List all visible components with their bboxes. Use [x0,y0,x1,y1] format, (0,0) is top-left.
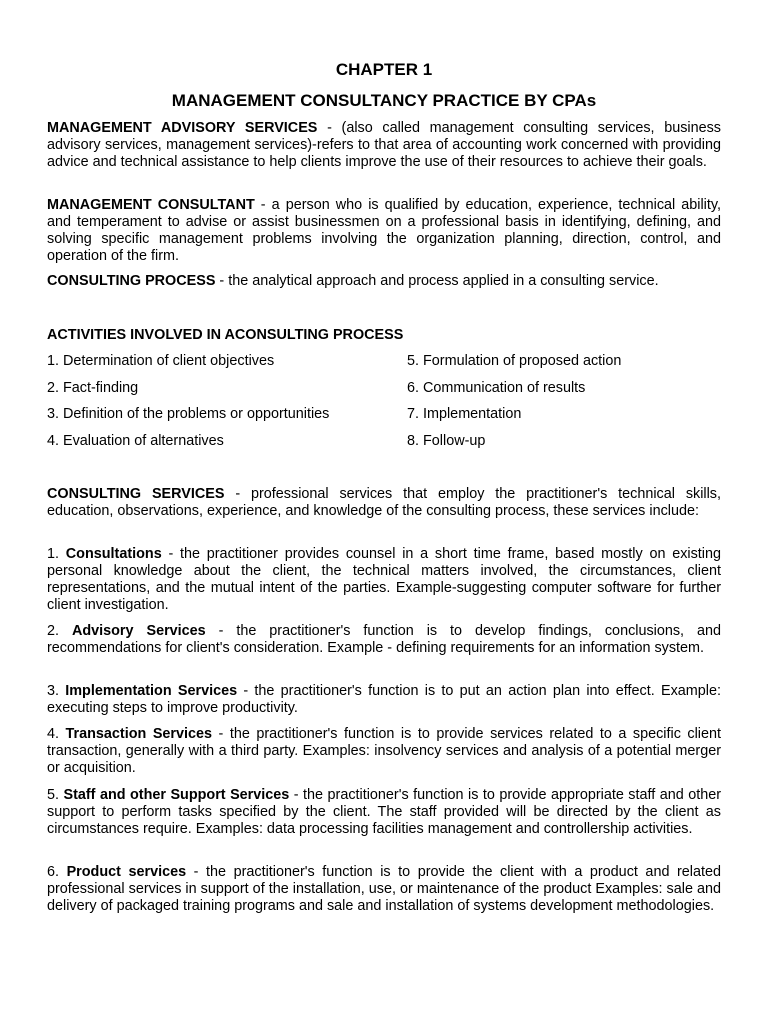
service-item-implementation [47,683,721,717]
list-item: 8. Follow-up [407,433,486,450]
definition-mas [47,120,721,171]
definition-term: MANAGEMENT CONSULTANT [47,197,255,213]
activities-heading: ACTIVITIES INVOLVED IN ACONSULTING PROCESS [47,327,404,343]
list-item: 1. Determination of client objectives [47,353,275,369]
service-item-consultations [47,546,721,614]
list-item-row [47,406,721,433]
item-number: 3. [47,683,66,699]
service-item-transaction [47,726,721,777]
definition-text: - a person who is qualified by education, experience, technical ability, and temperament to advise or assist businessmen on a professional basis in identifying, defining, and solving specific management problems involving the organization planning, direction, control, and operation of the firm. [47,197,721,264]
list-item: 5. Formulation of proposed action [407,353,622,369]
service-item-staff-support [47,787,721,838]
service-text: - the practitioner's function is to develop findings, conclusions, and recommendations for client's consideration. Example - defining requirements for an information system. [47,623,722,656]
service-text: - the practitioner's function is to put an action plan into effect. Example: executing steps to improve productivity. [47,683,721,716]
definition-term: CONSULTING PROCESS [47,273,216,289]
item-number: 1. [47,546,66,562]
chapter-heading: CHAPTER 1 [335,60,433,79]
item-number: 6. [47,864,67,880]
service-text: - the practitioner's function is to provide the client with a product and related professional services in support of the installation, use, or maintenance of the product Examples: sale and delivery of packaged training programs and sale and installation of systems development methodologies. [47,864,722,914]
definition-consulting-process [47,273,721,290]
service-term: Product services [66,864,187,880]
item-number: 4. [47,726,66,742]
service-text: - the practitioner's function is to provide appropriate staff and other support to perform tasks specified by the client. The staff provided will be directed by the client as circumstances require. Examples: data processing facilities management and controllership activities. [47,787,721,837]
service-item-product [47,864,721,915]
definition-text: - (also called management consulting services, business advisory services, management services)-refers to that area of accounting work concerned with providing advice and technical assistance to help clients improve the use of their resources to achieve their goals. [47,120,721,170]
item-number: 5. [47,787,64,803]
service-term: Implementation Services [65,683,238,699]
service-item-advisory [47,623,721,657]
definition-text: - the analytical approach and process applied in a consulting service. [215,273,659,289]
item-number: 2. [47,623,72,639]
list-item: 4. Evaluation of alternatives [47,433,224,450]
list-item: 3. Definition of the problems or opportunities [47,406,330,423]
service-term: Staff and other Support Services [63,787,290,803]
activities-list [47,353,721,460]
service-term: Advisory Services [71,623,206,639]
definition-consultant [47,197,721,265]
list-item-row [47,433,721,460]
definition-text: - professional services that employ the practitioner's technical skills, education, observations, experience, and knowledge of the consulting process, these services include: [47,486,721,519]
list-item-row [47,353,721,380]
service-term: Consultations [65,546,162,562]
list-item-row [47,380,721,407]
list-item: 6. Communication of results [407,379,586,396]
list-item: 2. Fact-finding [47,379,139,396]
definition-term: CONSULTING SERVICES [47,486,225,502]
service-term: Transaction Services [65,726,213,742]
definition-term: MANAGEMENT ADVISORY SERVICES [47,120,318,136]
page-title: MANAGEMENT CONSULTANCY PRACTICE BY CPAs [171,91,597,110]
service-text: - the practitioner provides counsel in a short time frame, based mostly on existing personal knowledge about the client, the technical matters involved, the circumstances, client representations, and the mutual intent of the parties. Example-suggesting computer software for further client investigation. [47,546,721,613]
service-text: - the practitioner's function is to provide services related to a specific client transaction, generally with a third party. Examples: insolvency services and analysis of a potential merger or acquisition. [47,726,722,776]
list-item: 7. Implementation [407,406,522,423]
consulting-services-intro [47,486,721,520]
